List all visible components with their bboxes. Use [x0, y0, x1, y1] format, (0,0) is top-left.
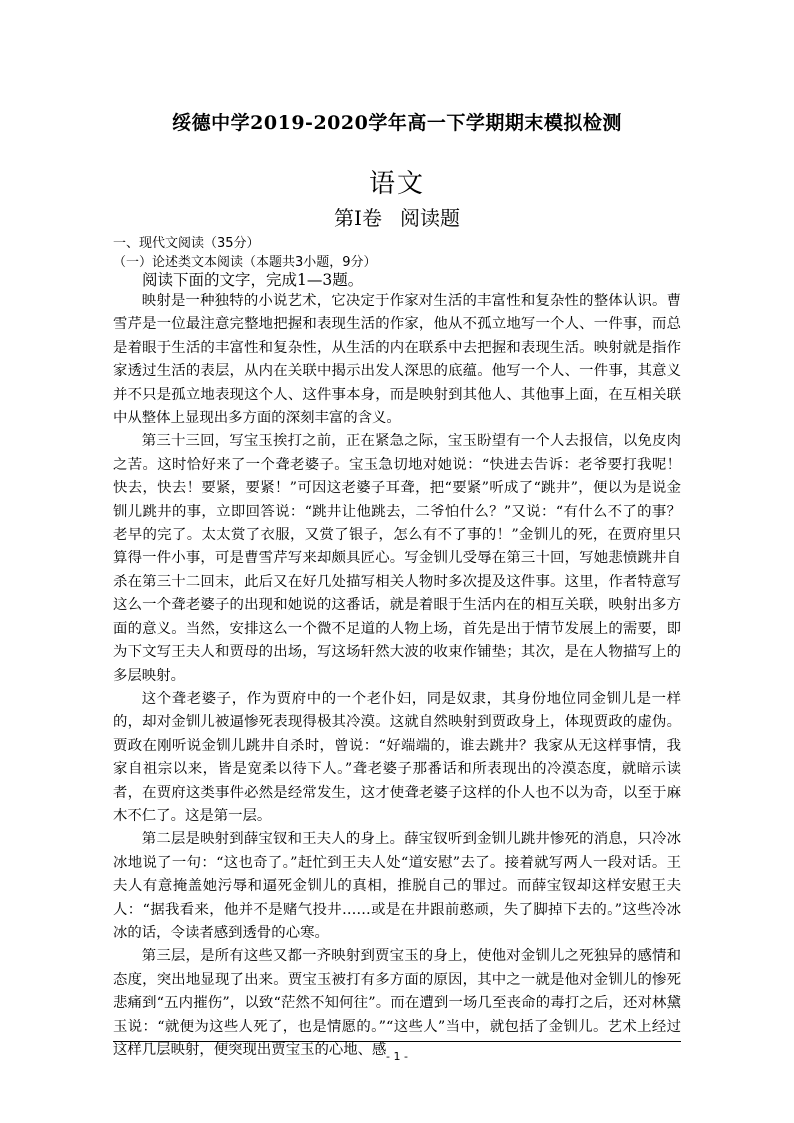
- exam-title: 绥德中学2019-2020学年高一下学期期末模拟检测: [172, 112, 622, 134]
- reading-passage: [113, 290, 681, 1062]
- section-heading: 一、现代文阅读（35分）: [113, 236, 260, 251]
- passage-paragraph: 第三层，是所有这些又都一齐映射到贾宝玉的身上，使他对金钏儿之死独异的感情和态度，突出地显现了出来。贾宝玉被打有多方面的原因，其中之一就是他对金钏儿的惨死悲痛到“五内摧伤”，以致“茫然不知何往”。而在遭到一场几至丧命的毒打之后，还对林黛玉说：“就便为这些人死了，也是情愿的。”“这些人”当中，就包括了金钏儿。艺术上经过这样几层映射，便突现出贾宝玉的心地、感: [113, 948, 681, 1058]
- page-number: - 1 -: [386, 1050, 408, 1063]
- volume-heading: [0, 202, 794, 231]
- footer-divider: [113, 1041, 681, 1042]
- passage-paragraph: 映射是一种独特的小说艺术，它决定于作家对生活的丰富性和复杂性的整体认识。曹雪芹是一位最注意完整地把握和表现生活的作家，他从不孤立地写一个人、一件事，而总是着眼于生活的丰富性和复杂性，从生活的内在联系中去把握和表现生活。映射就是指作家透过生活的表层，从内在关联中揭示出发人深思的底蕴。他写一个人、一件事，其意义并不只是孤立地表现这个人、这件事本身，而是映射到其他人、其他事上面，在互相关联中从整体上显现出多方面的深刻丰富的含义。: [113, 293, 681, 427]
- subsection-heading: （一）论述类文本阅读（本题共3小题，9分）: [113, 255, 377, 270]
- reading-instruction: 阅读下面的文字，完成1—3题。: [142, 271, 364, 289]
- passage-paragraph: 第二层是映射到薛宝钗和王夫人的身上。薛宝钗听到金钏儿跳井惨死的消息，只冷冰冰地说了一句：“这也奇了。”赶忙到王夫人处“道安慰”去了。接着就写两人一段对话。王夫人有意掩盖她污辱和逼死金钏儿的真相，推脱自己的罪过。而薛宝钗却这样安慰王夫人：“据我看来，他并不是赌气投井……或是在井跟前憨顽，失了脚掉下去的。”这些冷冰冰的话，令读者感到透骨的心寒。: [113, 831, 681, 941]
- subject-heading: 语文: [368, 169, 425, 199]
- volume-label: 第Ⅰ卷: [334, 206, 382, 230]
- passage-paragraph: 这个聋老婆子，作为贾府中的一个老仆妇，同是奴隶，其身份地位同金钏儿是一样的，却对金钏儿被逼惨死表现得极其冷漠。这就自然映射到贾政身上，体现贾政的虚伪。贾政在刚听说金钏儿跳井自杀时，曾说：“好端端的，谁去跳井？我家从无这样事情，我家自祖宗以来，皆是宽柔以待下人。”聋老婆子那番话和所表现出的冷漠态度，就暗示读者，在贾府这类事件必然是经常发生，这才使聋老婆子这样的仆人也不以为奇，以至于麻木不仁了。这是第一层。: [113, 690, 681, 824]
- passage-paragraph: 第三十三回，写宝玉挨打之前，正在紧急之际，宝玉盼望有一个人去报信，以免皮肉之苦。这时恰好来了一个聋老婆子。宝玉急切地对她说：“快进去告诉：老爷要打我呢！快去，快去！要紧，要紧！”可因这老婆子耳聋，把“要紧”听成了“跳井”，便以为是说金钏儿跳井的事，立即回答说：“跳井让他跳去，二爷怕什么？”又说：“有什么不了的事？老早的完了。太太赏了衣服，又赏了银子，怎么有不了事的！”金钏儿的死，在贾府里只算得一件小事，可是曹雪芹写来却颇具匠心。写金钏儿受辱在第三十回，写她悲愤跳井自杀在第三十二回末，此后又在好几处描写相关人物时多次提及这件事。这里，作者特意写这么一个聋老婆子的出现和她说的这番话，就是着眼于生活内在的相互关联，映射出多方面的意义。当然，安排这么一个微不足道的人物上场，首先是出于情节发展上的需要，即为下文写王夫人和贾母的出场，写这场轩然大波的收束作铺垫；其次，是在人物描写上的多层映射。: [113, 433, 681, 684]
- volume-name: 阅读题: [399, 206, 460, 230]
